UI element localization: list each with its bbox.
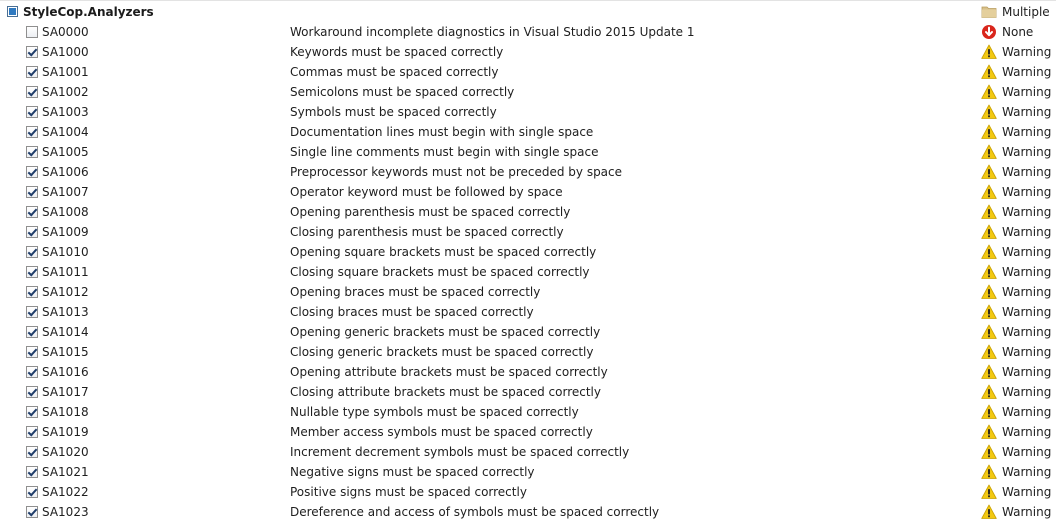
rule-checkbox[interactable] — [26, 286, 38, 298]
rule-description: Documentation lines must begin with single space — [290, 125, 594, 139]
rule-severity[interactable]: Warning — [1002, 265, 1052, 279]
warning-icon — [981, 344, 997, 360]
rule-id: SA1014 — [42, 325, 89, 339]
rule-id: SA1007 — [42, 185, 89, 199]
rule-row[interactable] — [0, 362, 1056, 382]
rule-severity[interactable]: Warning — [1002, 325, 1052, 339]
rule-description: Closing braces must be spaced correctly — [290, 305, 534, 319]
rule-description: Operator keyword must be followed by space — [290, 185, 563, 199]
rule-severity[interactable]: Warning — [1002, 125, 1052, 139]
rule-checkbox[interactable] — [26, 186, 38, 198]
rule-id: SA1002 — [42, 85, 89, 99]
warning-icon — [981, 84, 997, 100]
warning-icon — [981, 364, 997, 380]
rule-severity[interactable]: Warning — [1002, 145, 1052, 159]
rule-severity[interactable]: Warning — [1002, 385, 1052, 399]
warning-icon — [981, 444, 997, 460]
rule-row[interactable] — [0, 262, 1056, 282]
rule-checkbox[interactable] — [26, 226, 38, 238]
group-row[interactable] — [0, 2, 1056, 22]
rule-row[interactable] — [0, 182, 1056, 202]
rule-checkbox[interactable] — [26, 426, 38, 438]
warning-icon — [981, 144, 997, 160]
rule-id: SA1005 — [42, 145, 89, 159]
warning-icon — [981, 244, 997, 260]
rule-row[interactable] — [0, 502, 1056, 522]
rule-description: Closing generic brackets must be spaced correctly — [290, 345, 594, 359]
rule-checkbox[interactable] — [26, 266, 38, 278]
warning-icon — [981, 204, 997, 220]
rule-id: SA1006 — [42, 165, 89, 179]
rule-severity[interactable]: Warning — [1002, 85, 1052, 99]
rule-severity[interactable]: Warning — [1002, 445, 1052, 459]
rule-id: SA1010 — [42, 245, 89, 259]
rule-checkbox[interactable] — [26, 366, 38, 378]
warning-icon — [981, 124, 997, 140]
warning-icon — [981, 404, 997, 420]
rule-checkbox[interactable] — [26, 306, 38, 318]
rule-severity[interactable]: Warning — [1002, 305, 1052, 319]
rule-checkbox[interactable] — [26, 166, 38, 178]
rule-severity[interactable]: Warning — [1002, 465, 1052, 479]
rule-checkbox[interactable] — [26, 506, 38, 518]
warning-icon — [981, 164, 997, 180]
rule-row[interactable] — [0, 482, 1056, 502]
rule-row[interactable] — [0, 322, 1056, 342]
warning-icon — [981, 284, 997, 300]
warning-icon — [981, 484, 997, 500]
rule-description: Symbols must be spaced correctly — [290, 105, 497, 119]
rule-description: Keywords must be spaced correctly — [290, 45, 504, 59]
rule-row[interactable] — [0, 102, 1056, 122]
rule-id: SA1000 — [42, 45, 89, 59]
rule-row[interactable] — [0, 222, 1056, 242]
rule-severity[interactable]: Warning — [1002, 405, 1052, 419]
rule-severity[interactable]: Warning — [1002, 225, 1052, 239]
rule-row[interactable] — [0, 42, 1056, 62]
rule-id: SA1004 — [42, 125, 89, 139]
rule-description: Workaround incomplete diagnostics in Visual Studio 2015 Update 1 — [290, 25, 695, 39]
rule-description: Dereference and access of symbols must be spaced correctly — [290, 505, 660, 519]
rule-severity[interactable]: Warning — [1002, 245, 1052, 259]
rule-row[interactable] — [0, 142, 1056, 162]
rule-checkbox[interactable] — [26, 466, 38, 478]
rule-description: Semicolons must be spaced correctly — [290, 85, 515, 99]
rule-id: SA1001 — [42, 65, 89, 79]
rule-row[interactable] — [0, 282, 1056, 302]
rule-id: SA1008 — [42, 205, 89, 219]
rule-checkbox[interactable] — [26, 386, 38, 398]
rule-description: Opening attribute brackets must be spaced correctly — [290, 365, 608, 379]
warning-icon — [981, 104, 997, 120]
rule-id: SA1021 — [42, 465, 89, 479]
rule-description: Preprocessor keywords must not be preceded by space — [290, 165, 623, 179]
rule-id: SA1020 — [42, 445, 89, 459]
warning-icon — [981, 224, 997, 240]
warning-icon — [981, 304, 997, 320]
warning-icon — [981, 324, 997, 340]
rule-row[interactable] — [0, 442, 1056, 462]
rule-severity[interactable]: Warning — [1002, 165, 1052, 179]
rule-id: SA1023 — [42, 505, 89, 519]
rule-checkbox[interactable] — [26, 406, 38, 418]
rule-id: SA0000 — [42, 25, 89, 39]
rule-row[interactable] — [0, 402, 1056, 422]
rule-row[interactable] — [0, 202, 1056, 222]
rule-row[interactable] — [0, 302, 1056, 322]
rule-checkbox[interactable] — [26, 46, 38, 58]
rule-description: Opening square brackets must be spaced correctly — [290, 245, 597, 259]
rule-id: SA1011 — [42, 265, 89, 279]
rule-severity[interactable]: Warning — [1002, 365, 1052, 379]
rule-checkbox[interactable] — [26, 346, 38, 358]
rule-severity[interactable]: Warning — [1002, 485, 1052, 499]
folder-icon — [981, 4, 997, 20]
rule-severity[interactable]: None — [1002, 25, 1034, 39]
rule-id: SA1016 — [42, 365, 89, 379]
rule-id: SA1013 — [42, 305, 89, 319]
rule-description: Opening generic brackets must be spaced correctly — [290, 325, 601, 339]
rule-row[interactable] — [0, 162, 1056, 182]
rule-severity[interactable]: Warning — [1002, 285, 1052, 299]
rule-description: Increment decrement symbols must be spaced correctly — [290, 445, 630, 459]
rule-row[interactable] — [0, 82, 1056, 102]
error-stop-icon — [981, 24, 997, 40]
warning-icon — [981, 424, 997, 440]
rule-checkbox[interactable] — [26, 86, 38, 98]
rule-row[interactable] — [0, 422, 1056, 442]
rule-description: Opening braces must be spaced correctly — [290, 285, 541, 299]
rule-row[interactable] — [0, 122, 1056, 142]
rule-description: Negative signs must be spaced correctly — [290, 465, 535, 479]
rule-checkbox[interactable] — [26, 126, 38, 138]
warning-icon — [981, 464, 997, 480]
rule-severity[interactable]: Warning — [1002, 105, 1052, 119]
warning-icon — [981, 504, 997, 520]
rule-row[interactable] — [0, 22, 1056, 42]
rule-id: SA1015 — [42, 345, 89, 359]
rule-id: SA1018 — [42, 405, 89, 419]
rule-id: SA1012 — [42, 285, 89, 299]
rule-description: Single line comments must begin with single space — [290, 145, 599, 159]
rule-severity[interactable]: Warning — [1002, 45, 1052, 59]
rule-checkbox[interactable] — [26, 146, 38, 158]
rule-severity[interactable]: Warning — [1002, 345, 1052, 359]
rule-id: SA1003 — [42, 105, 89, 119]
rule-description: Closing square brackets must be spaced correctly — [290, 265, 590, 279]
group-expand-toggle[interactable] — [7, 6, 18, 17]
rule-id: SA1019 — [42, 425, 89, 439]
rule-row[interactable] — [0, 462, 1056, 482]
rule-checkbox[interactable] — [26, 486, 38, 498]
rule-description: Positive signs must be spaced correctly — [290, 485, 527, 499]
rule-row[interactable] — [0, 382, 1056, 402]
rule-description: Opening parenthesis must be spaced correctly — [290, 205, 571, 219]
rule-severity[interactable]: Warning — [1002, 505, 1052, 519]
group-name: StyleCop.Analyzers — [23, 5, 154, 19]
group-severity[interactable]: Multiple — [1002, 5, 1050, 19]
rule-checkbox[interactable] — [26, 206, 38, 218]
rule-row[interactable] — [0, 342, 1056, 362]
warning-icon — [981, 384, 997, 400]
warning-icon — [981, 44, 997, 60]
rule-description: Commas must be spaced correctly — [290, 65, 499, 79]
rule-checkbox[interactable] — [26, 66, 38, 78]
rule-id: SA1017 — [42, 385, 89, 399]
warning-icon — [981, 184, 997, 200]
warning-icon — [981, 264, 997, 280]
rule-checkbox[interactable] — [26, 246, 38, 258]
rule-id: SA1009 — [42, 225, 89, 239]
rule-checkbox[interactable] — [26, 26, 38, 38]
rule-severity[interactable]: Warning — [1002, 65, 1052, 79]
rule-description: Nullable type symbols must be spaced correctly — [290, 405, 579, 419]
rule-checkbox[interactable] — [26, 446, 38, 458]
rule-description: Closing attribute brackets must be spaced correctly — [290, 385, 601, 399]
rule-severity[interactable]: Warning — [1002, 205, 1052, 219]
rule-severity[interactable]: Warning — [1002, 425, 1052, 439]
rule-row[interactable] — [0, 242, 1056, 262]
rule-checkbox[interactable] — [26, 326, 38, 338]
rule-id: SA1022 — [42, 485, 89, 499]
rule-description: Closing parenthesis must be spaced correctly — [290, 225, 564, 239]
warning-icon — [981, 64, 997, 80]
rule-checkbox[interactable] — [26, 106, 38, 118]
rule-description: Member access symbols must be spaced correctly — [290, 425, 593, 439]
rule-severity[interactable]: Warning — [1002, 185, 1052, 199]
rule-row[interactable] — [0, 62, 1056, 82]
